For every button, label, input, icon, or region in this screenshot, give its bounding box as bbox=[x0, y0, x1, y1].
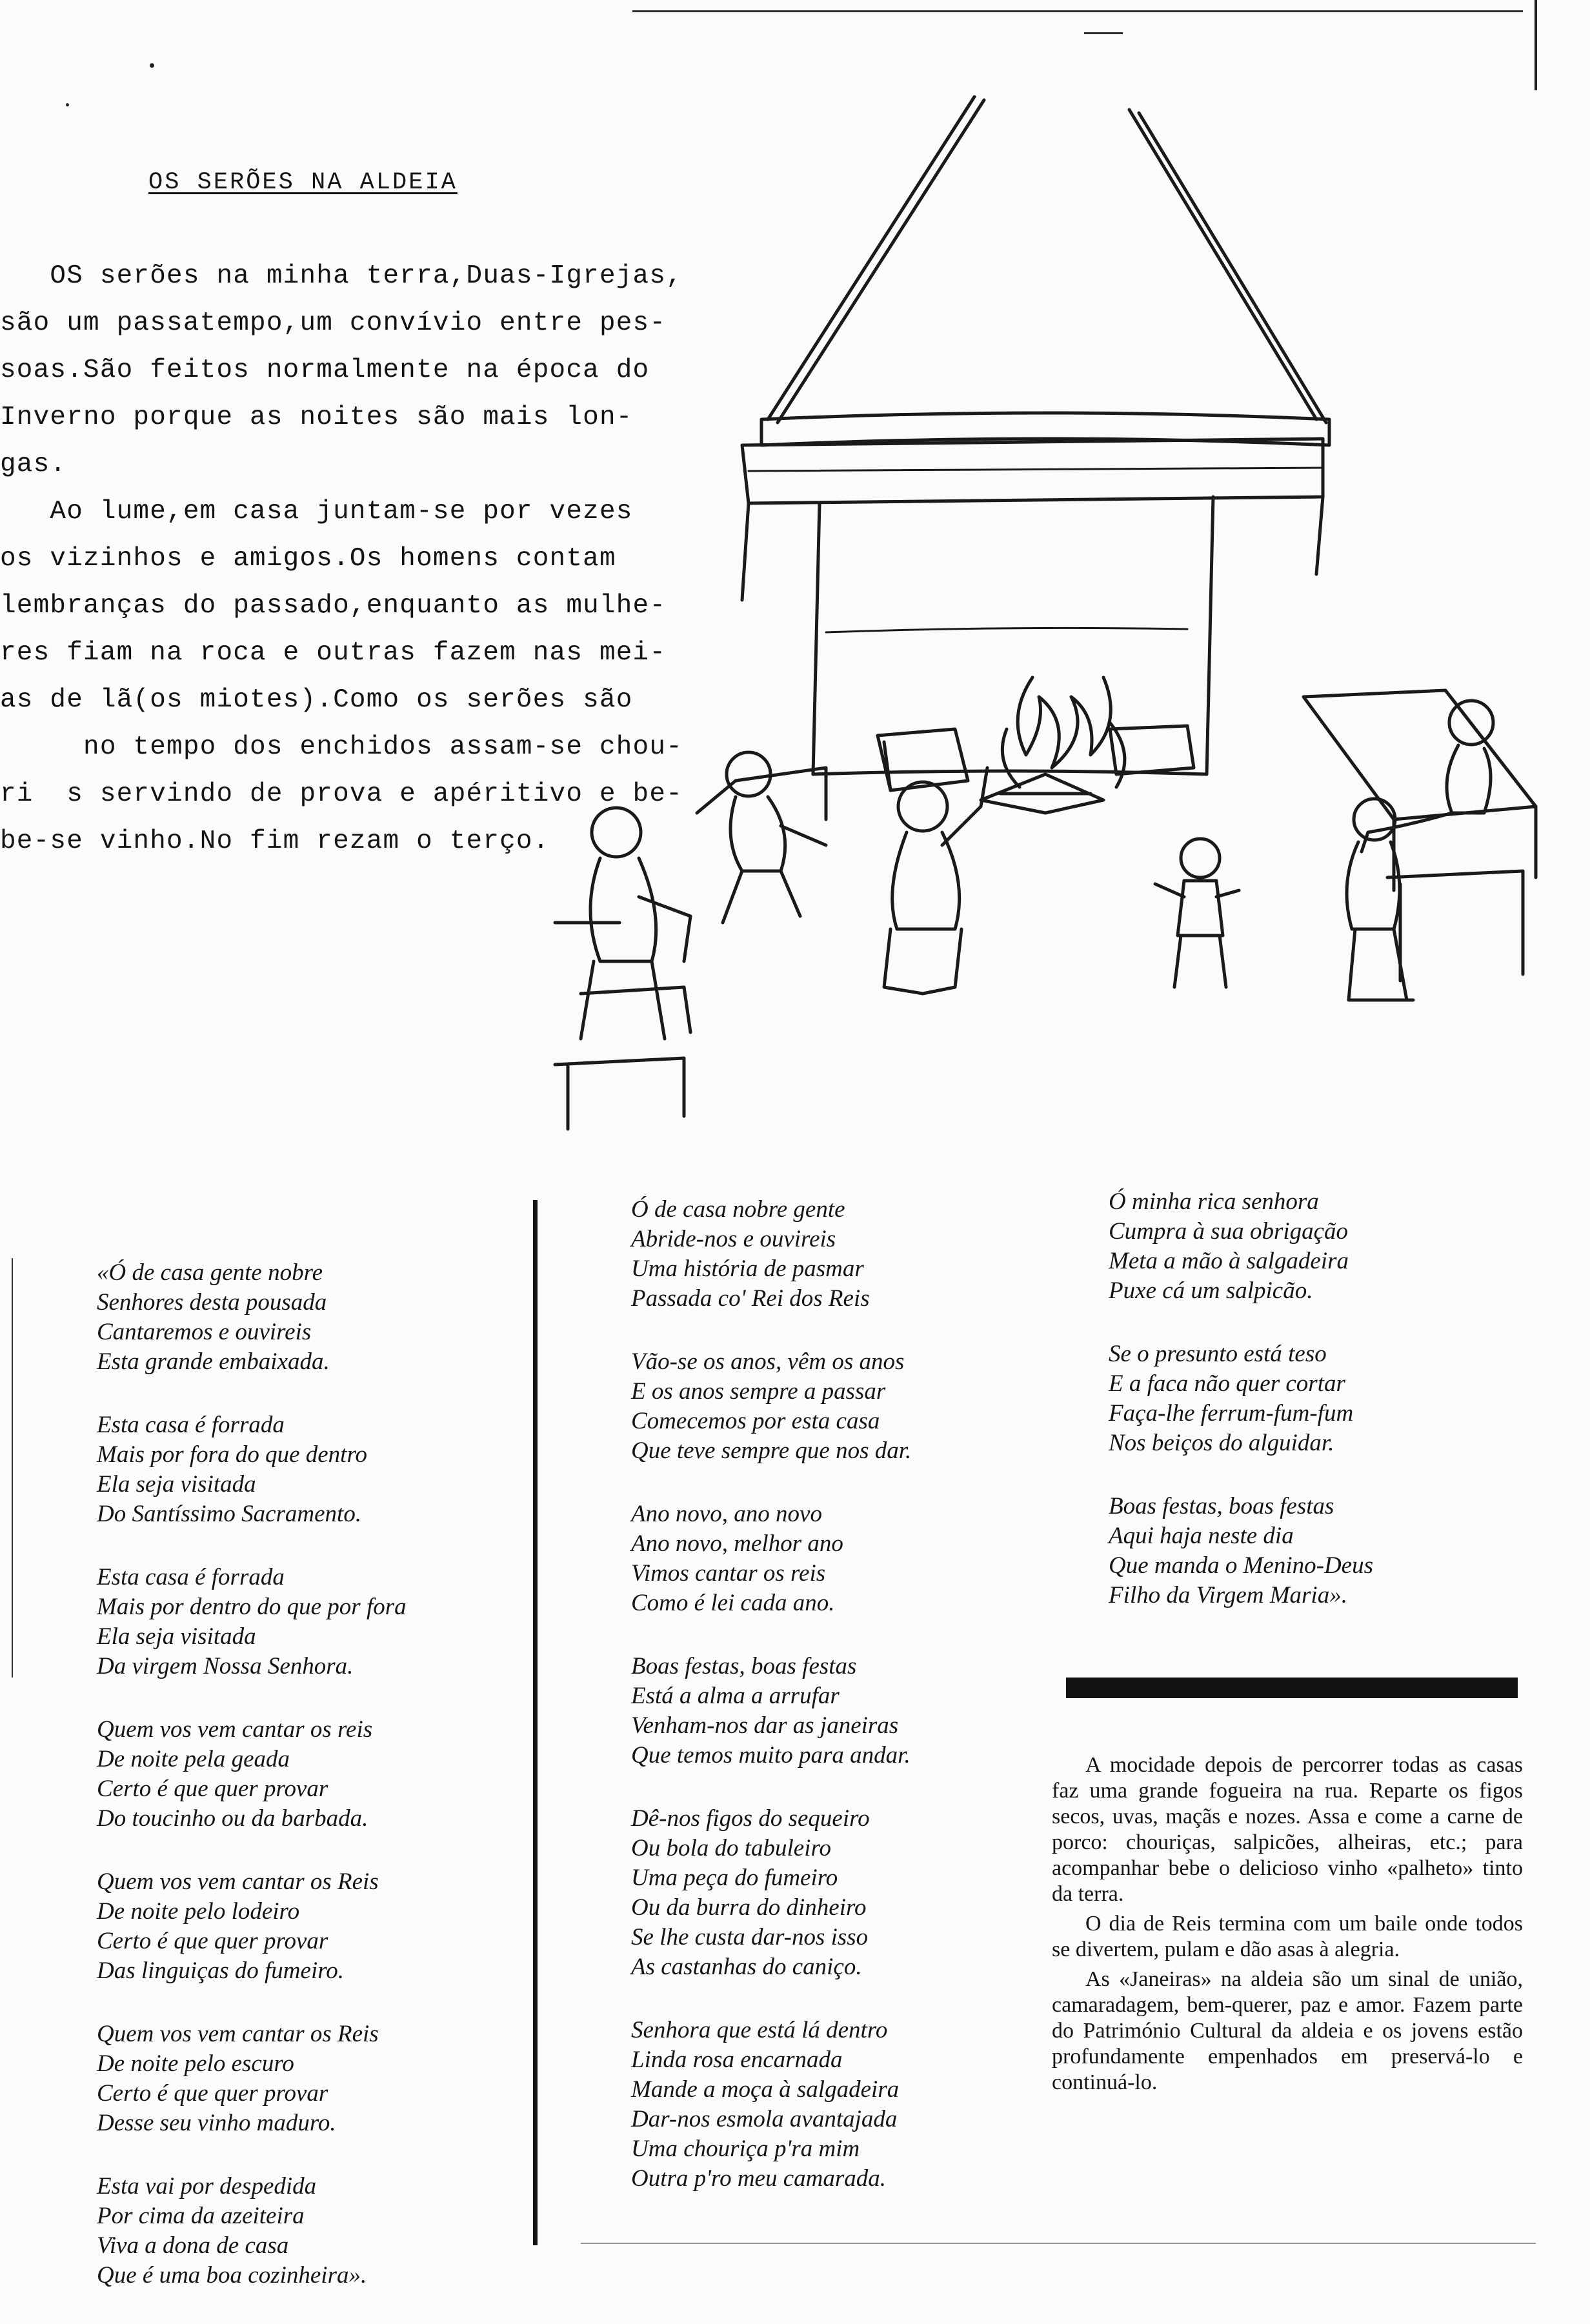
poem-line: Cantaremos e ouvireis bbox=[97, 1319, 312, 1345]
poem-line: As castanhas do caniço. bbox=[631, 1954, 862, 1980]
poem-line: Mais por fora do que dentro bbox=[97, 1441, 367, 1468]
poem-line: Mais por dentro do que por fora bbox=[97, 1594, 407, 1620]
poem-line: Que manda o Menino-Deus bbox=[1109, 1552, 1373, 1579]
poem-line: Mande a moça à salgadeira bbox=[631, 2076, 900, 2103]
poem-line: Cumpra à sua obrigação bbox=[1109, 1218, 1349, 1245]
article-line: OS serões na minha terra,Duas-Igrejas, bbox=[0, 261, 683, 291]
poem-line: Passada co' Rei dos Reis bbox=[631, 1285, 870, 1312]
poem-line: Linda rosa encarnada bbox=[631, 2047, 843, 2073]
article-line: Ao lume,em casa juntam-se por vezes bbox=[0, 497, 633, 526]
fireplace-illustration bbox=[555, 84, 1549, 1168]
scan-edge-mark bbox=[1084, 32, 1123, 34]
poem-line: Certo é que quer provar bbox=[97, 2080, 328, 2107]
poem-line: Certo é que quer provar bbox=[97, 1928, 328, 1954]
scan-speck bbox=[150, 63, 154, 68]
poem-line: Meta a mão à salgadeira bbox=[1109, 1248, 1349, 1274]
poem-line: Vão-se os anos, vêm os anos bbox=[631, 1348, 905, 1375]
poem-line: Senhores desta pousada bbox=[97, 1289, 327, 1316]
poem-line: Abride-nos e ouvireis bbox=[631, 1226, 836, 1252]
poem-stanza bbox=[97, 1563, 510, 1681]
poem-line: Comecemos por esta casa bbox=[631, 1408, 880, 1434]
poem-column-2 bbox=[631, 1195, 1031, 2227]
poem-stanza bbox=[631, 1499, 1031, 1618]
poem-stanza bbox=[97, 2172, 510, 2290]
poem-line: Filho da Virgem Maria». bbox=[1109, 1582, 1347, 1608]
poem-line: Ela seja visitada bbox=[97, 1471, 256, 1498]
poem-line: Está a alma a arrufar bbox=[631, 1683, 840, 1709]
poem-stanza bbox=[97, 1715, 510, 1834]
poem-line: Viva a dona de casa bbox=[97, 2232, 289, 2259]
poem-line: De noite pela geada bbox=[97, 1746, 290, 1772]
poem-line: «Ó de casa gente nobre bbox=[97, 1259, 323, 1286]
column-divider bbox=[533, 1200, 538, 2245]
poem-line: Venham-nos dar as janeiras bbox=[631, 1712, 899, 1739]
poem-stanza bbox=[631, 1347, 1031, 1466]
article-line: gas. bbox=[0, 450, 67, 479]
poem-line: E a faca não quer cortar bbox=[1109, 1370, 1345, 1397]
article-line: soas.São feitos normalmente na época do bbox=[0, 356, 650, 385]
poem-line: Do toucinho ou da barbada. bbox=[97, 1805, 368, 1832]
prose-paragraph: A mocidade depois de percorrer todas as casas faz uma grande fogueira na rua. Reparte os figos secos, uvas, maçãs e nozes. Assa e come a carne de porco: chouriças, salpicões, alheiras, etc.; para acompanhar bebe o delicioso vinho «palheto» tinto da terra. bbox=[1052, 1753, 1523, 1906]
poem-line: Aqui haja neste dia bbox=[1109, 1523, 1294, 1549]
poem-line: Puxe cá um salpicão. bbox=[1109, 1277, 1313, 1304]
poem-stanza bbox=[1109, 1187, 1509, 1306]
margin-mark bbox=[12, 1258, 13, 1678]
poem-column-3 bbox=[1109, 1187, 1509, 1644]
prose-paragraph: As «Janeiras» na aldeia são um sinal de união, camaradagem, bem-querer, paz e amor. Fazem parte do Património Cultural da aldeia e os jovens estão profundamente empenhados em preservá-lo e continuá-lo. bbox=[1052, 1967, 1523, 2094]
scan-edge-right bbox=[1535, 0, 1537, 90]
poem-stanza bbox=[97, 1258, 510, 1377]
poem-stanza bbox=[631, 1652, 1031, 1770]
section-separator-bar bbox=[1066, 1678, 1518, 1698]
poem-line: Dar-nos esmola avantajada bbox=[631, 2106, 898, 2132]
poem-line: Uma história de pasmar bbox=[631, 1256, 864, 1282]
poem-line: Que teve sempre que nos dar. bbox=[631, 1437, 912, 1464]
poem-line: Do Santíssimo Sacramento. bbox=[97, 1501, 362, 1527]
poem-line: Esta grande embaixada. bbox=[97, 1348, 330, 1375]
poem-line: Boas festas, boas festas bbox=[631, 1653, 857, 1679]
poem-line: Certo é que quer provar bbox=[97, 1776, 328, 1802]
poem-line: Das linguiças do fumeiro. bbox=[97, 1958, 345, 1984]
poem-line: De noite pelo lodeiro bbox=[97, 1898, 300, 1925]
poem-line: Desse seu vinho maduro. bbox=[97, 2110, 336, 2136]
poem-stanza bbox=[631, 2016, 1031, 2194]
poem-line: Boas festas, boas festas bbox=[1109, 1493, 1334, 1519]
article-line: no tempo dos enchidos assam-se chou- bbox=[0, 732, 683, 762]
scan-edge-line bbox=[632, 10, 1523, 12]
poem-stanza bbox=[97, 1410, 510, 1529]
article-line: res fiam na roca e outras fazem nas mei- bbox=[0, 638, 667, 668]
poem-line: Uma peça do fumeiro bbox=[631, 1865, 838, 1891]
poem-line: Ela seja visitada bbox=[97, 1623, 256, 1650]
poem-column-1 bbox=[97, 1258, 510, 2324]
closing-prose bbox=[1052, 1752, 1523, 2099]
article-line: Inverno porque as noites são mais lon- bbox=[0, 403, 633, 432]
poem-line: Quem vos vem cantar os Reis bbox=[97, 2021, 379, 2047]
poem-line: Como é lei cada ano. bbox=[631, 1590, 835, 1616]
poem-line: Se lhe custa dar-nos isso bbox=[631, 1924, 869, 1950]
poem-line: Que é uma boa cozinheira». bbox=[97, 2262, 367, 2289]
poem-line: Ó minha rica senhora bbox=[1109, 1188, 1319, 1215]
poem-stanza bbox=[631, 1195, 1031, 1314]
poem-line: Da virgem Nossa Senhora. bbox=[97, 1653, 354, 1679]
poem-stanza bbox=[97, 2019, 510, 2138]
poem-line: Esta casa é forrada bbox=[97, 1412, 285, 1438]
poem-line: Ou da burra do dinheiro bbox=[631, 1894, 867, 1921]
poem-line: Que temos muito para andar. bbox=[631, 1742, 911, 1768]
article-line: as de lã(os miotes).Como os serões são bbox=[0, 685, 633, 715]
article-line: ri s servindo de prova e apéritivo e be- bbox=[0, 779, 683, 809]
article-line: os vizinhos e amigos.Os homens contam bbox=[0, 544, 616, 574]
scan-speck bbox=[66, 103, 69, 106]
prose-paragraph: O dia de Reis termina com um baile onde todos se divertem, pulam e dão asas à alegria. bbox=[1052, 1912, 1523, 1961]
article-title: OS SERÕES NA ALDEIA bbox=[148, 169, 458, 196]
scan-edge-bottom bbox=[581, 2243, 1536, 2244]
poem-line: Ó de casa nobre gente bbox=[631, 1196, 845, 1223]
poem-line: Por cima da azeiteira bbox=[97, 2203, 305, 2229]
poem-line: Dê-nos figos do sequeiro bbox=[631, 1805, 870, 1832]
article-line: são um passatempo,um convívio entre pes- bbox=[0, 308, 667, 338]
article-line: lembranças do passado,enquanto as mulhe- bbox=[0, 591, 667, 621]
poem-line: Nos beiços do alguidar. bbox=[1109, 1430, 1334, 1456]
poem-line: Uma chouriça p'ra mim bbox=[631, 2136, 860, 2162]
poem-line: Ano novo, ano novo bbox=[631, 1501, 822, 1527]
poem-stanza bbox=[1109, 1492, 1509, 1610]
poem-line: E os anos sempre a passar bbox=[631, 1378, 886, 1405]
poem-line: Esta vai por despedida bbox=[97, 2173, 317, 2199]
poem-line: Outra p'ro meu camarada. bbox=[631, 2165, 887, 2192]
poem-line: Senhora que está lá dentro bbox=[631, 2017, 888, 2043]
poem-stanza bbox=[631, 1804, 1031, 1982]
poem-line: Ano novo, melhor ano bbox=[631, 1530, 843, 1557]
poem-stanza bbox=[97, 1867, 510, 1986]
article-line: be-se vinho.No fim rezam o terço. bbox=[0, 826, 550, 856]
poem-line: Faça-lhe ferrum-fum-fum bbox=[1109, 1400, 1354, 1427]
poem-line: Se o presunto está teso bbox=[1109, 1341, 1327, 1367]
poem-line: De noite pelo escuro bbox=[97, 2050, 294, 2077]
poem-line: Ou bola do tabuleiro bbox=[631, 1835, 832, 1861]
poem-stanza bbox=[1109, 1339, 1509, 1458]
poem-line: Vimos cantar os reis bbox=[631, 1560, 826, 1587]
poem-line: Esta casa é forrada bbox=[97, 1564, 285, 1590]
poem-line: Quem vos vem cantar os Reis bbox=[97, 1868, 379, 1895]
poem-line: Quem vos vem cantar os reis bbox=[97, 1716, 373, 1743]
